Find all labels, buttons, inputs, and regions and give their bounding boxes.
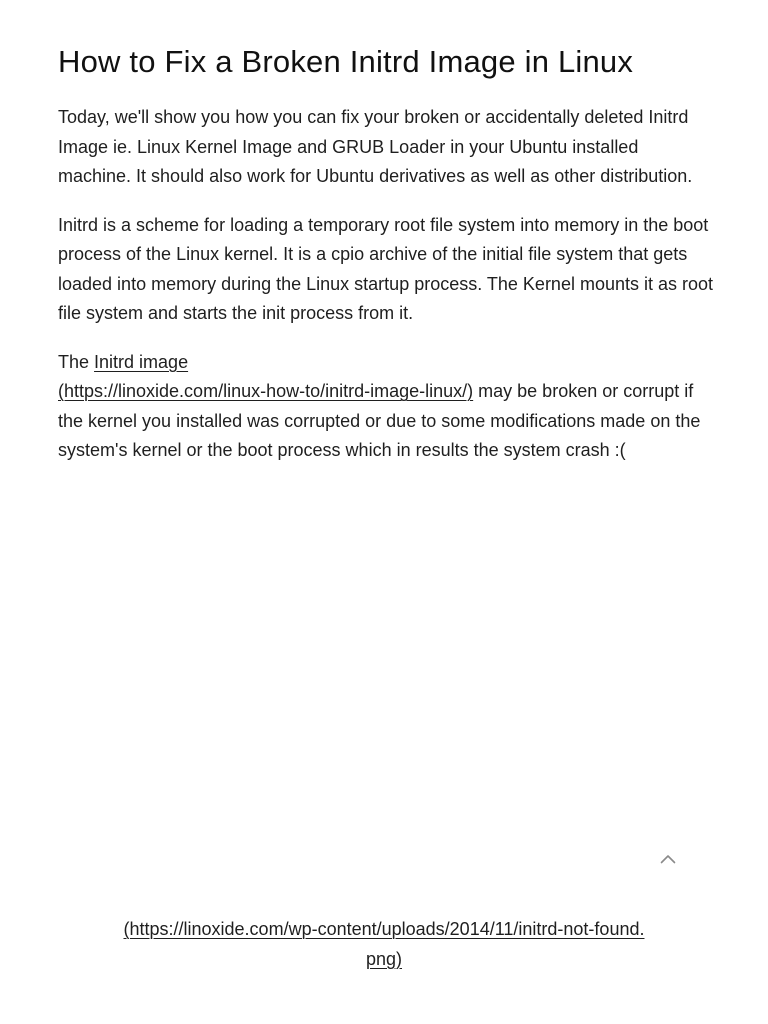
image-link-caption [58,915,710,974]
initrd-description-paragraph: Initrd is a scheme for loading a temporary root file system into memory in the boot process of the Linux kernel. It is a cpio archive of the initial file system that gets loaded into memory during the Linux startup process. The Kernel mounts it as root file system and starts the init process from it. [58,214,714,323]
page-title: How to Fix a Broken Initrd Image in Linux [58,44,634,79]
paragraph-prefix: The [58,351,95,372]
paragraph-suffix: may be broken or corrupt if the kernel you installed was corrupted or due to some modifications made on the system's kernel or the boot process which in results the system crash :( [58,381,701,460]
article [58,43,713,466]
initrd-image-link-url: (https://linoxide.com/linux-how-to/initrd-image-linux/) [58,381,474,401]
broken-initrd-paragraph [58,348,713,466]
image-link-line1: (https://linoxide.com/wp-content/uploads/2014/11/initrd-not-found. [123,919,645,939]
intro-paragraph: Today, we'll show you how you can fix your broken or accidentally deleted Initrd Image ie. Linux Kernel Image and GRUB Loader in your Ubuntu installed machine. It should also work for Ubuntu derivatives as well as other distribution. [58,107,693,186]
initrd-not-found-image-link[interactable] [124,919,645,969]
chevron-up-icon [660,854,676,864]
image-link-line2: png) [365,948,403,969]
initrd-image-link[interactable] [58,352,473,402]
initrd-image-link-label: Initrd image [94,351,189,372]
scroll-to-top-button[interactable] [656,847,680,871]
